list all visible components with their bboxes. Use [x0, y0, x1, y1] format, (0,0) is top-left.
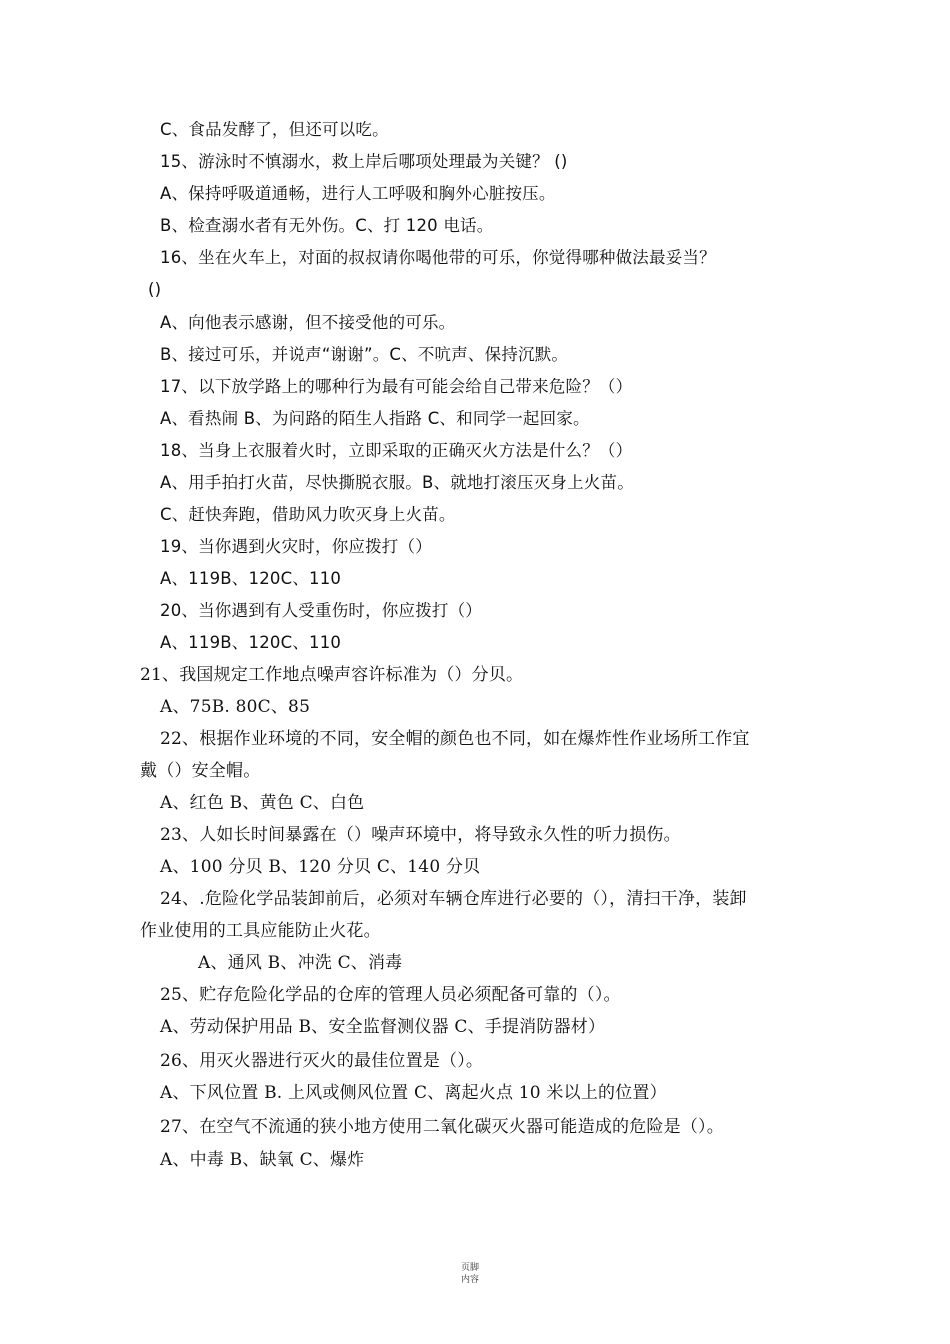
text-line-13: C、赶快奔跑，借助风力吹灭身上火苗。: [160, 505, 456, 524]
question-20: 20、当你遇到有人受重伤时，你应拨打（）: [160, 601, 482, 620]
text-line-17: A、119B、120C、110: [160, 633, 342, 652]
text-line-7: A、向他表示感谢，但不接受他的可乐。: [160, 313, 456, 332]
question-25: 25、贮存危险化学品的仓库的管理人员必须配备可靠的（）。: [160, 985, 621, 1005]
question-15: 15、游泳时不慎溺水，救上岸后哪项处理最为关键？ (): [160, 152, 568, 171]
text-line-15: A、119B、120C、110: [160, 569, 342, 588]
text-line-8: B、接过可乐，并说声“谢谢”。C、不吭声、保持沉默。: [160, 345, 569, 364]
text-line-22: A、红色 B、黄色 C、白色: [160, 793, 365, 813]
question-27: 27、在空气不流通的狭小地方使用二氧化碳灭火器可能造成的危险是（）。: [160, 1117, 724, 1137]
text-line-26: 作业使用的工具应能防止火花。: [140, 921, 381, 941]
text-line-6: (): [148, 280, 162, 299]
question-19: 19、当你遇到火灾时，你应拨打（）: [160, 537, 432, 556]
question-18: 18、当身上衣服着火时，立即采取的正确灭火方法是什么？（）: [160, 441, 633, 460]
question-17: 17、以下放学路上的哪种行为最有可能会给自己带来危险？（）: [160, 377, 633, 396]
text-line-19: A、75B. 80C、85: [160, 697, 311, 717]
text-line-29: A、劳动保护用品 B、安全监督测仪器 C、手提消防器材）: [160, 1017, 606, 1037]
question-21: 21、我国规定工作地点噪声容许标准为（）分贝。: [140, 665, 524, 685]
text-line-27: A、通风 B、冲洗 C、消毒: [198, 953, 403, 973]
question-26: 26、用灭火器进行灭火的最佳位置是（）。: [160, 1051, 484, 1071]
page-footer-line-1: 页脚: [460, 1263, 479, 1273]
question-24: 24、.危险化学品装卸前后，必须对车辆仓库进行必要的（），清扫干净，装卸: [160, 889, 747, 909]
text-line-10: A、看热闹 B、为问路的陌生人指路 C、和同学一起回家。: [160, 409, 590, 428]
page-footer-line-2: 内容: [460, 1275, 479, 1285]
question-16: 16、坐在火车上，对面的叔叔请你喝他带的可乐，你觉得哪种做法最妥当？: [160, 248, 716, 267]
text-line-4: B、检查溺水者有无外伤。C、打 120 电话。: [160, 216, 494, 235]
text-line-12: A、用手拍打火苗，尽快撕脱衣服。B、就地打滚压灭身上火苗。: [160, 473, 634, 492]
text-line-31: A、下风位置 B. 上风或侧风位置 C、离起火点 10 米以上的位置）: [160, 1083, 667, 1103]
text-line-3: A、保持呼吸道通畅，进行人工呼吸和胸外心脏按压。: [160, 184, 556, 203]
question-22: 22、根据作业环境的不同，安全帽的颜色也不同，如在爆炸性作业场所工作宜: [160, 729, 750, 749]
text-line-21: 戴（）安全帽。: [140, 761, 261, 781]
text-line-24: A、100 分贝 B、120 分贝 C、140 分贝: [160, 857, 481, 877]
question-23: 23、人如长时间暴露在（）噪声环境中，将导致永久性的听力损伤。: [160, 825, 681, 845]
text-line-33: A、中毒 B、缺氧 C、爆炸: [160, 1150, 365, 1170]
text-line-1: C、食品发酵了，但还可以吃。: [160, 120, 389, 139]
